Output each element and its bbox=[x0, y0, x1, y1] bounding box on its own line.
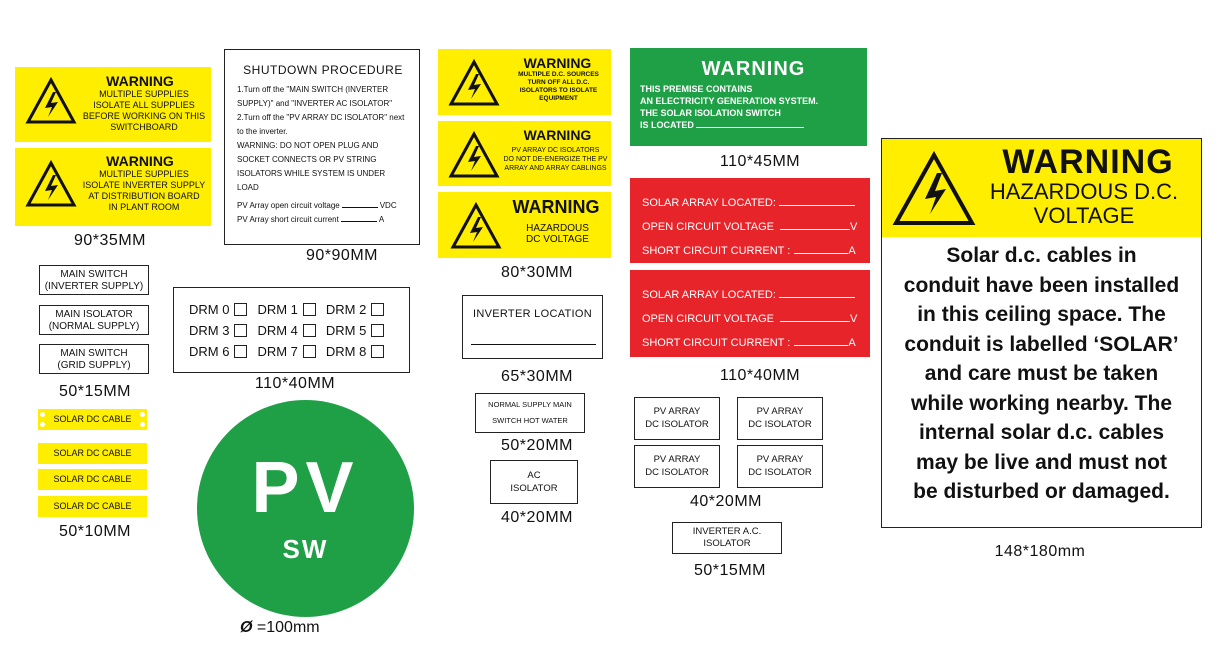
drm-label bbox=[173, 287, 410, 373]
field-label: OPEN CIRCUIT VOLTAGE bbox=[642, 313, 775, 325]
sign-subtitle: HAZARDOUS D.C. bbox=[989, 179, 1179, 204]
drm-item: DRM 8 bbox=[325, 344, 367, 359]
sign-body-line: and care must be taken bbox=[924, 362, 1159, 385]
size-caption: 80*30MM bbox=[501, 264, 573, 281]
label-line: ISOLATOR bbox=[703, 538, 751, 549]
warning-title: WARNING bbox=[523, 55, 592, 71]
green-warning-label bbox=[630, 48, 867, 146]
warning-label-multiple-supplies bbox=[15, 67, 211, 142]
size-caption: =100mm bbox=[256, 619, 320, 636]
warning-line: THIS PREMISE CONTAINS bbox=[640, 84, 753, 94]
drm-item: DRM 5 bbox=[325, 323, 367, 338]
pv-array-isolator-label bbox=[737, 445, 823, 488]
label-line: SWITCH HOT WATER bbox=[492, 416, 568, 425]
warning-line: AT DISTRIBUTION BOARD bbox=[88, 191, 200, 201]
warning-line: MULTIPLE D.C. SOURCES bbox=[518, 71, 599, 78]
procedure-line: WARNING: DO NOT OPEN PLUG AND bbox=[237, 141, 379, 150]
label-line: NORMAL SUPPLY MAIN bbox=[488, 400, 572, 409]
warning-line: ARRAY AND ARRAY CABLINGS bbox=[504, 165, 607, 172]
warning-line: IN PLANT ROOM bbox=[108, 202, 180, 212]
high-voltage-icon bbox=[448, 59, 500, 107]
label-line: (INVERTER SUPPLY) bbox=[44, 281, 144, 292]
checkbox-icon bbox=[234, 303, 247, 316]
warning-line: TURN OFF ALL D.C. bbox=[527, 79, 590, 86]
warning-label-pv-isolators bbox=[438, 121, 611, 186]
label-line: (GRID SUPPLY) bbox=[57, 360, 131, 371]
warning-line: DO NOT DE-ENERGIZE THE PV bbox=[503, 156, 608, 163]
warning-label-multiple-dc bbox=[438, 49, 611, 115]
warning-label-inverter-supply bbox=[15, 148, 211, 226]
size-caption: 40*20MM bbox=[501, 509, 573, 526]
shutdown-procedure-label bbox=[224, 49, 420, 245]
field-label: SHORT CIRCUIT CURRENT : bbox=[642, 337, 791, 349]
field-label: SOLAR ARRAY LOCATED: bbox=[642, 289, 776, 301]
size-caption: 110*40MM bbox=[254, 375, 336, 392]
procedure-line: ISOLATORS WHILE SYSTEM IS UNDER bbox=[237, 169, 386, 178]
sign-header bbox=[882, 139, 1201, 237]
procedure-line: to the inverter. bbox=[237, 127, 288, 136]
label-text: SOLAR DC CABLE bbox=[53, 414, 132, 424]
checkbox-icon bbox=[234, 345, 247, 358]
solar-dc-cable-label: SOLAR DC CABLE bbox=[38, 469, 147, 490]
sign-body-line: internal solar d.c. cables bbox=[918, 421, 1165, 444]
warning-line: MULTIPLE SUPPLIES bbox=[99, 169, 189, 179]
label-line: DC ISOLATOR bbox=[645, 467, 709, 478]
inverter-location-label bbox=[462, 295, 603, 359]
high-voltage-icon bbox=[892, 151, 976, 227]
red-solar-array-label bbox=[630, 178, 870, 263]
label-line: DC ISOLATOR bbox=[748, 419, 812, 430]
warning-line: ISOLATE ALL SUPPLIES bbox=[93, 100, 195, 110]
label-line: PV ARRAY bbox=[756, 454, 804, 465]
checkbox-icon bbox=[303, 345, 316, 358]
sign-body-line: may be live and must not bbox=[916, 450, 1167, 474]
size-caption: 110*40MM bbox=[719, 367, 801, 384]
checkbox-icon bbox=[234, 324, 247, 337]
high-voltage-icon bbox=[450, 202, 502, 250]
sign-subtitle: VOLTAGE bbox=[1033, 203, 1135, 228]
size-caption: 110*45MM bbox=[719, 153, 801, 170]
procedure-line: 1.Turn off the "MAIN SWITCH (INVERTER bbox=[237, 85, 389, 94]
sign-body-line: conduit have been installed bbox=[903, 273, 1180, 297]
procedure-line: LOAD bbox=[237, 183, 259, 192]
label-line: MAIN SWITCH bbox=[60, 348, 128, 359]
pv-array-isolator-label bbox=[634, 445, 720, 488]
label-line: PV ARRAY bbox=[653, 454, 701, 465]
size-caption: 90*90MM bbox=[306, 247, 378, 264]
label-line: ISOLATOR bbox=[510, 483, 558, 494]
field-label: SOLAR ARRAY LOCATED: bbox=[642, 197, 776, 209]
label-line: INVERTER A.C. bbox=[692, 526, 762, 537]
label-line: PV ARRAY bbox=[756, 406, 804, 417]
size-caption: 50*10MM bbox=[59, 523, 131, 540]
label-line: PV ARRAY bbox=[653, 406, 701, 417]
ac-isolator-label bbox=[490, 460, 578, 504]
sign-body-line: Solar d.c. cables in bbox=[946, 244, 1137, 267]
warning-line: ISOLATE INVERTER SUPPLY bbox=[82, 180, 206, 190]
solar-dc-cable-label: SOLAR DC CABLE bbox=[38, 496, 147, 517]
normal-supply-label bbox=[475, 393, 585, 433]
drm-item: DRM 1 bbox=[257, 302, 298, 317]
warning-title: WARNING bbox=[512, 197, 600, 217]
drm-item: DRM 7 bbox=[257, 344, 298, 359]
high-voltage-icon bbox=[448, 131, 500, 179]
warning-label-hazardous-dc bbox=[438, 192, 611, 258]
warning-line: PV ARRAY DC ISOLATORS bbox=[511, 147, 600, 154]
size-caption: 90*35MM bbox=[74, 232, 146, 249]
inverter-location-text: INVERTER LOCATION bbox=[473, 308, 592, 320]
size-caption: 65*30MM bbox=[501, 368, 573, 385]
warning-line: MULTIPLE SUPPLIES bbox=[99, 89, 189, 99]
field-unit: V bbox=[850, 313, 858, 325]
warning-title: WARNING bbox=[701, 58, 806, 80]
high-voltage-icon bbox=[25, 160, 77, 208]
sign-body-line: be disturbed or damaged. bbox=[913, 480, 1170, 503]
label-line: MAIN SWITCH bbox=[60, 269, 128, 280]
main-switch-inverter-label bbox=[39, 265, 149, 295]
circle-size-caption bbox=[240, 619, 320, 637]
procedure-line: 2.Turn off the "PV ARRAY DC ISOLATOR" next bbox=[237, 113, 405, 122]
field-label: SHORT CIRCUIT CURRENT : bbox=[642, 245, 791, 257]
solar-dc-cable-label bbox=[38, 409, 147, 430]
pv-array-isolator-label bbox=[634, 397, 720, 440]
drm-item: DRM 3 bbox=[189, 323, 230, 338]
size-caption: 40*20MM bbox=[690, 493, 762, 510]
warning-title: WARNING bbox=[106, 73, 174, 89]
inverter-ac-isolator-label bbox=[672, 522, 782, 554]
warning-line: BEFORE WORKING ON THIS bbox=[82, 111, 206, 121]
procedure-line: SUPPLY)" and "INVERTER AC ISOLATOR" bbox=[237, 99, 393, 108]
isc-label: PV Array short circuit current bbox=[237, 215, 339, 224]
drm-item: DRM 4 bbox=[257, 323, 298, 338]
size-caption: 148*180mm bbox=[994, 543, 1086, 560]
checkbox-icon bbox=[371, 345, 384, 358]
sign-body-line: while working nearby. The bbox=[911, 391, 1172, 415]
size-caption: 50*15MM bbox=[59, 383, 131, 400]
drm-item: DRM 0 bbox=[189, 302, 230, 317]
solar-dc-cable-label: SOLAR DC CABLE bbox=[38, 443, 147, 464]
checkbox-icon bbox=[371, 324, 384, 337]
checkbox-icon bbox=[303, 324, 316, 337]
field-label: OPEN CIRCUIT VOLTAGE bbox=[642, 221, 775, 233]
drm-item: DRM 6 bbox=[189, 344, 230, 359]
isc-unit: A bbox=[378, 215, 385, 224]
label-line: AC bbox=[527, 470, 541, 481]
label-line: (NORMAL SUPPLY) bbox=[48, 321, 140, 332]
drm-item: DRM 2 bbox=[325, 302, 367, 317]
shutdown-title: SHUTDOWN PROCEDURE bbox=[243, 63, 403, 77]
sign-title: WARNING bbox=[1002, 143, 1174, 181]
field-unit: A bbox=[848, 245, 856, 257]
label-line: MAIN ISOLATOR bbox=[55, 309, 133, 320]
warning-line: ISOLATORS TO ISOLATE bbox=[519, 87, 598, 94]
hazardous-dc-voltage-sign bbox=[881, 138, 1202, 528]
warning-line: SWITCHBOARD bbox=[110, 122, 178, 132]
warning-line: HAZARDOUS bbox=[526, 223, 589, 234]
pv-text: PV bbox=[251, 448, 360, 528]
sign-body-line: in this ceiling space. The bbox=[917, 303, 1166, 326]
pv-array-isolator-label bbox=[737, 397, 823, 440]
label-line: DC ISOLATOR bbox=[645, 419, 709, 430]
field-unit: V bbox=[850, 221, 858, 233]
size-caption: 50*20MM bbox=[501, 437, 573, 454]
diameter-icon: Ø bbox=[240, 619, 253, 636]
field-unit: A bbox=[848, 337, 856, 349]
sign-body-line: conduit is labelled ‘SOLAR’ bbox=[904, 332, 1179, 356]
checkbox-icon bbox=[371, 303, 384, 316]
size-caption: 50*15MM bbox=[694, 562, 766, 579]
checkbox-icon bbox=[303, 303, 316, 316]
main-isolator-normal-label bbox=[39, 305, 149, 335]
warning-line: THE SOLAR ISOLATION SWITCH bbox=[640, 108, 781, 118]
pv-circle-label bbox=[197, 400, 414, 617]
main-switch-grid-label bbox=[39, 344, 149, 374]
voc-label: PV Array open circuit voltage bbox=[237, 201, 340, 210]
label-line: DC ISOLATOR bbox=[748, 467, 812, 478]
voc-unit: VDC bbox=[379, 201, 397, 210]
warning-line: EQUIPMENT bbox=[539, 95, 578, 102]
warning-title: WARNING bbox=[106, 153, 174, 169]
warning-line: DC VOLTAGE bbox=[526, 234, 589, 245]
warning-title: WARNING bbox=[523, 127, 592, 143]
red-solar-array-label bbox=[630, 270, 870, 357]
sw-text: SW bbox=[282, 534, 329, 564]
warning-line: AN ELECTRICITY GENERATION SYSTEM. bbox=[640, 96, 819, 106]
procedure-line: SOCKET CONNECTS OR PV STRING bbox=[237, 155, 377, 164]
warning-line: IS LOCATED bbox=[640, 120, 694, 130]
high-voltage-icon bbox=[25, 77, 77, 125]
